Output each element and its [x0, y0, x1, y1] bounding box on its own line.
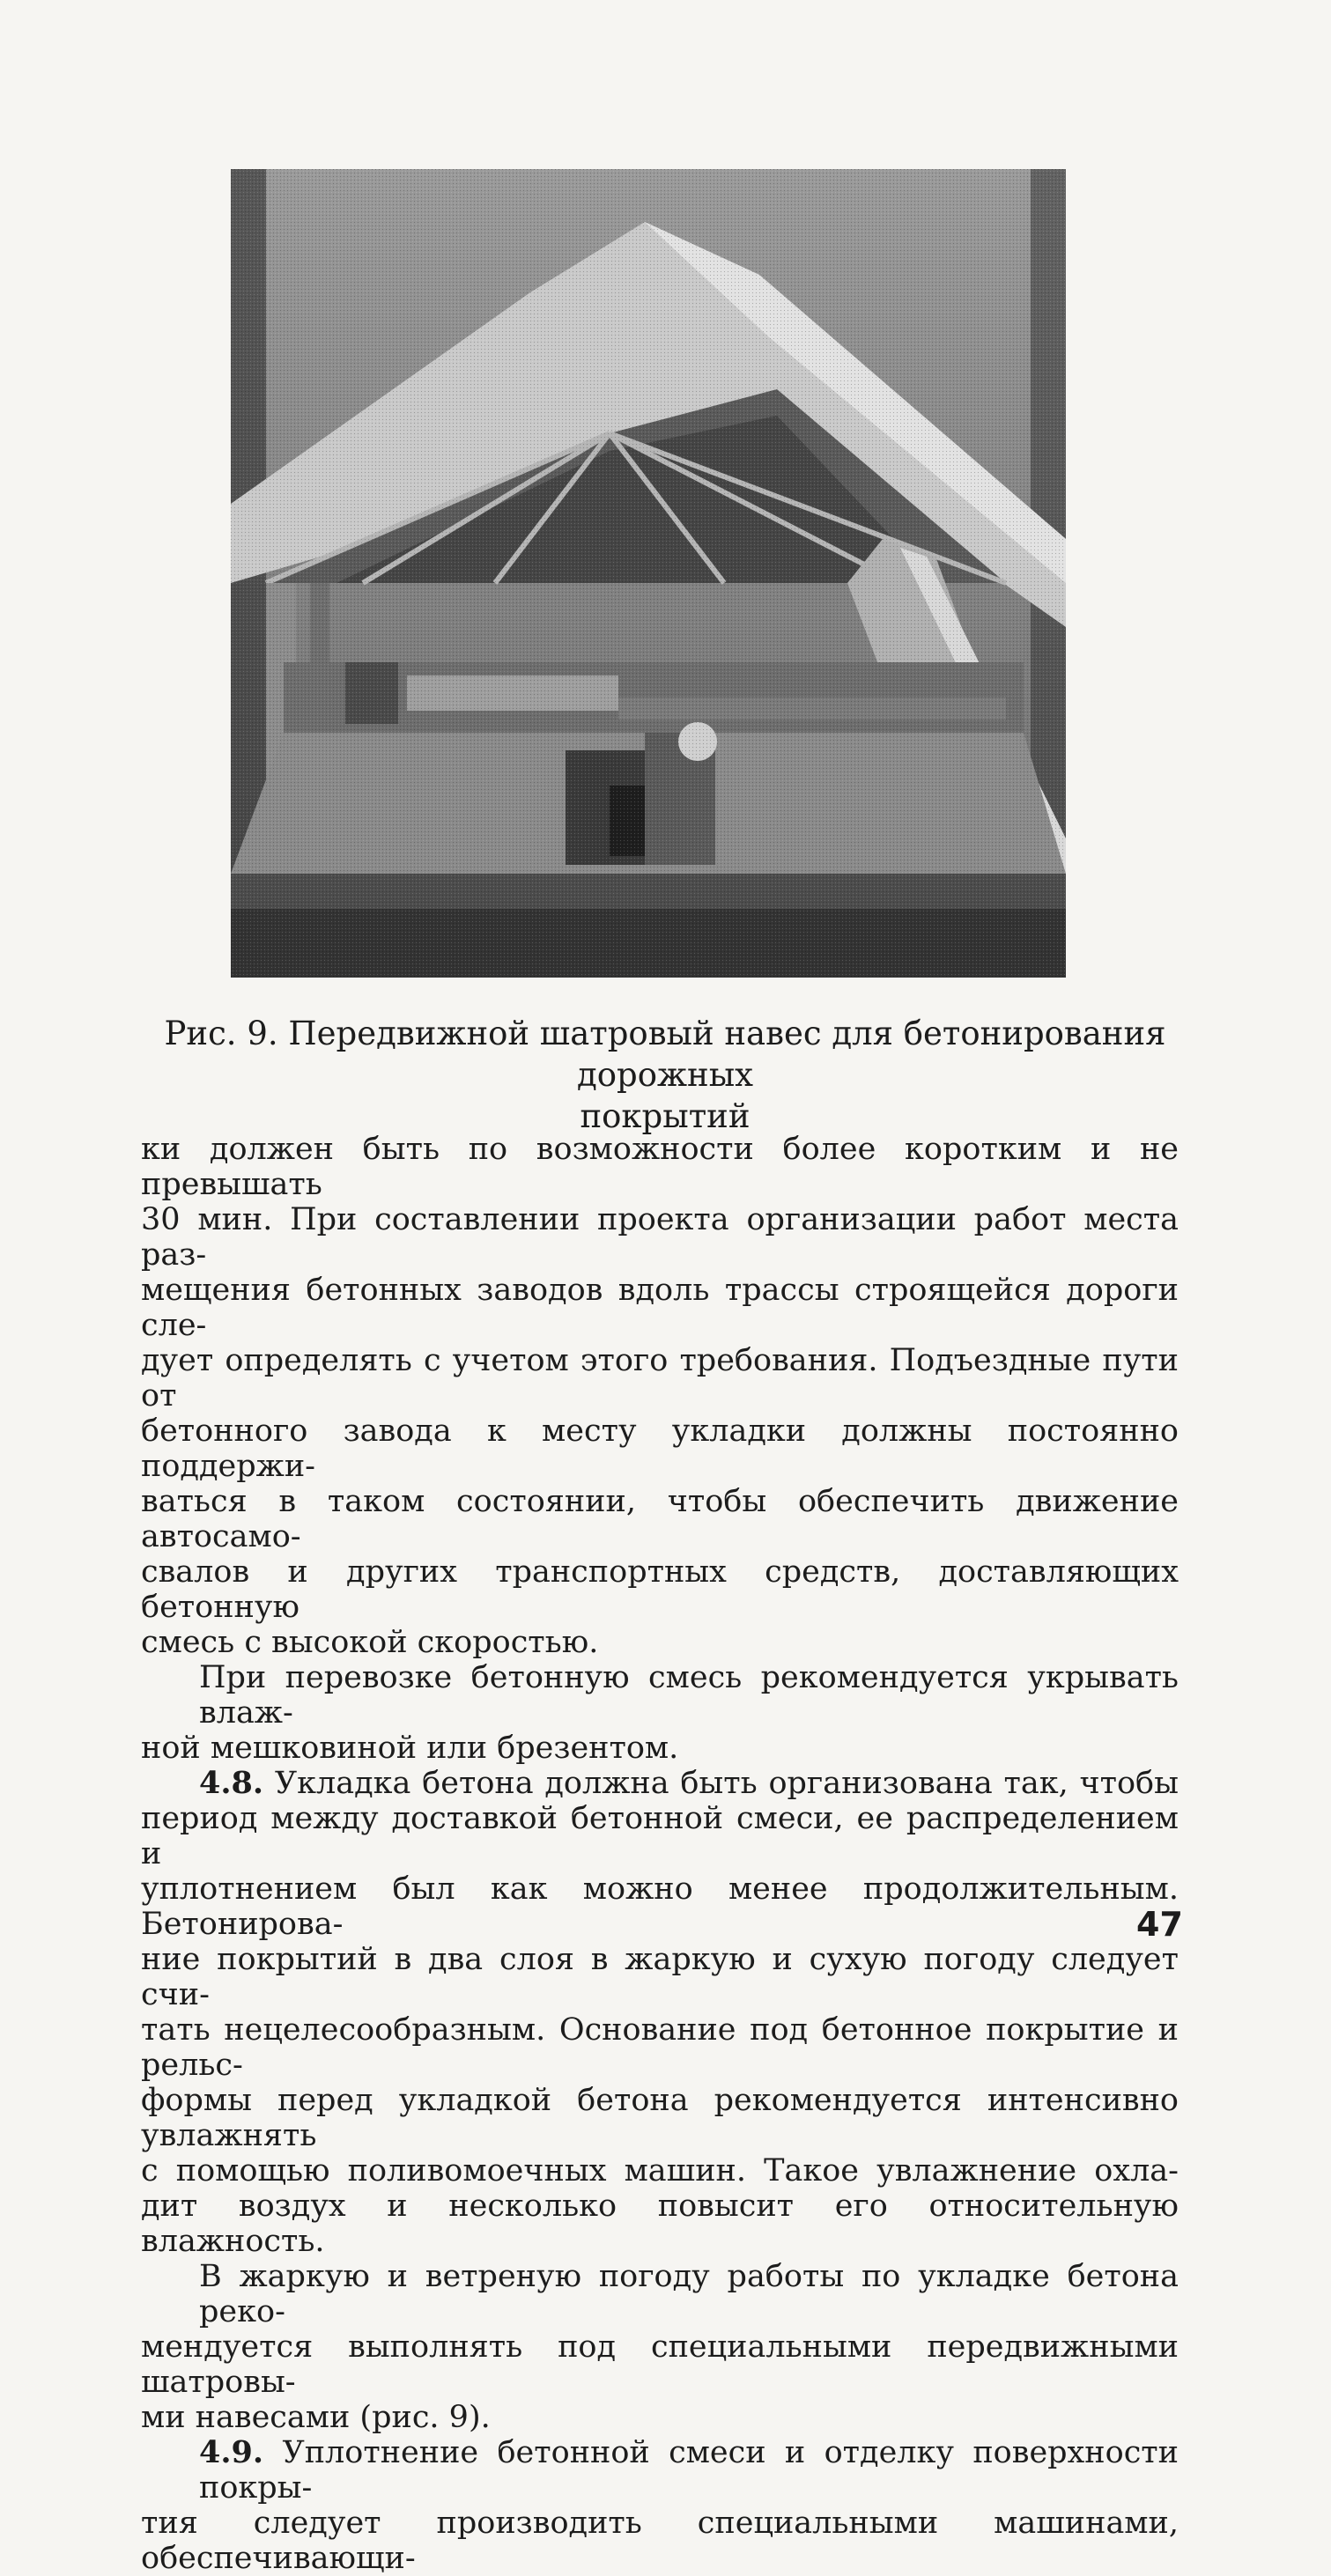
figure-caption	[132, 1013, 1198, 1137]
text-line: бетонного завода к месту укладки должны постоянно поддержи-	[141, 1413, 1179, 1484]
text-line: При перевозке бетонную смесь рекомендуется укрывать влаж-	[199, 1660, 1179, 1731]
text-line: формы перед укладкой бетона рекомендуется интенсивно увлажнять	[141, 2083, 1179, 2153]
text-line	[141, 1766, 1179, 1801]
paragraph-2	[141, 1660, 1179, 1766]
text-line: ние покрытий в два слоя в жаркую и сухую погоду следует счи-	[141, 1942, 1179, 2012]
paragraph-4-9	[141, 2435, 1179, 2576]
section-number: 4.9.	[199, 2434, 264, 2470]
text-line: ми навесами (рис. 9).	[141, 2400, 491, 2435]
paragraph-1	[141, 1132, 1179, 1660]
text-line: тия следует производить специальными машинами, обеспечивающи-	[141, 2506, 1179, 2576]
figure-photo	[231, 169, 1066, 978]
text-line: дует определять с учетом этого требования. Подъездные пути от	[141, 1343, 1179, 1413]
text-line: уплотнением был как можно менее продолжительным. Бетонирова-	[141, 1871, 1179, 1942]
text-line: ваться в таком состоянии, чтобы обеспечить движение автосамо-	[141, 1484, 1179, 1554]
text-line: период между доставкой бетонной смеси, ее распределением и	[141, 1801, 1179, 1871]
tent-canopy-photo	[231, 169, 1066, 978]
caption-line-2: покрытий	[580, 1097, 751, 1135]
text-fragment: Укладка бетона должна быть организована так, чтобы	[274, 1766, 1179, 1801]
text-line	[141, 2435, 1179, 2506]
section-number: 4.8.	[199, 1765, 264, 1801]
text-line: дит воздух и несколько повысит его относительную влажность.	[141, 2188, 1179, 2259]
text-fragment: Уплотнение бетонной смеси и отделку поверхности покры-	[199, 2435, 1179, 2506]
caption-line-1: Рис. 9. Передвижной шатровый навес для бетонирования дорожных	[164, 1015, 1166, 1094]
text-line: В жаркую и ветреную погоду работы по укладке бетона реко-	[199, 2259, 1179, 2329]
text-line: смесь с высокой скоростью.	[141, 1625, 599, 1660]
text-line: 30 мин. При составлении проекта организации работ места раз-	[141, 1202, 1179, 1273]
body-text	[141, 1132, 1179, 2576]
paragraph-4	[141, 2259, 1179, 2435]
text-line: ки должен быть по возможности более коротким и не превышать	[141, 1132, 1179, 1202]
page-number: 47	[1136, 1905, 1183, 1944]
text-line: свалов и других транспортных средств, доставляющих бетонную	[141, 1554, 1179, 1625]
text-line: тать нецелесообразным. Основание под бетонное покрытие и рельс-	[141, 2012, 1179, 2083]
paragraph-4-8	[141, 1766, 1179, 2259]
text-line: мещения бетонных заводов вдоль трассы строящейся дороги сле-	[141, 1273, 1179, 1343]
text-line: мендуется выполнять под специальными передвижными шатровы-	[141, 2329, 1179, 2400]
text-line: ной мешковиной или брезентом.	[141, 1731, 679, 1766]
text-line: с помощью поливомоечных машин. Такое увлажнение охла-	[141, 2153, 1179, 2188]
